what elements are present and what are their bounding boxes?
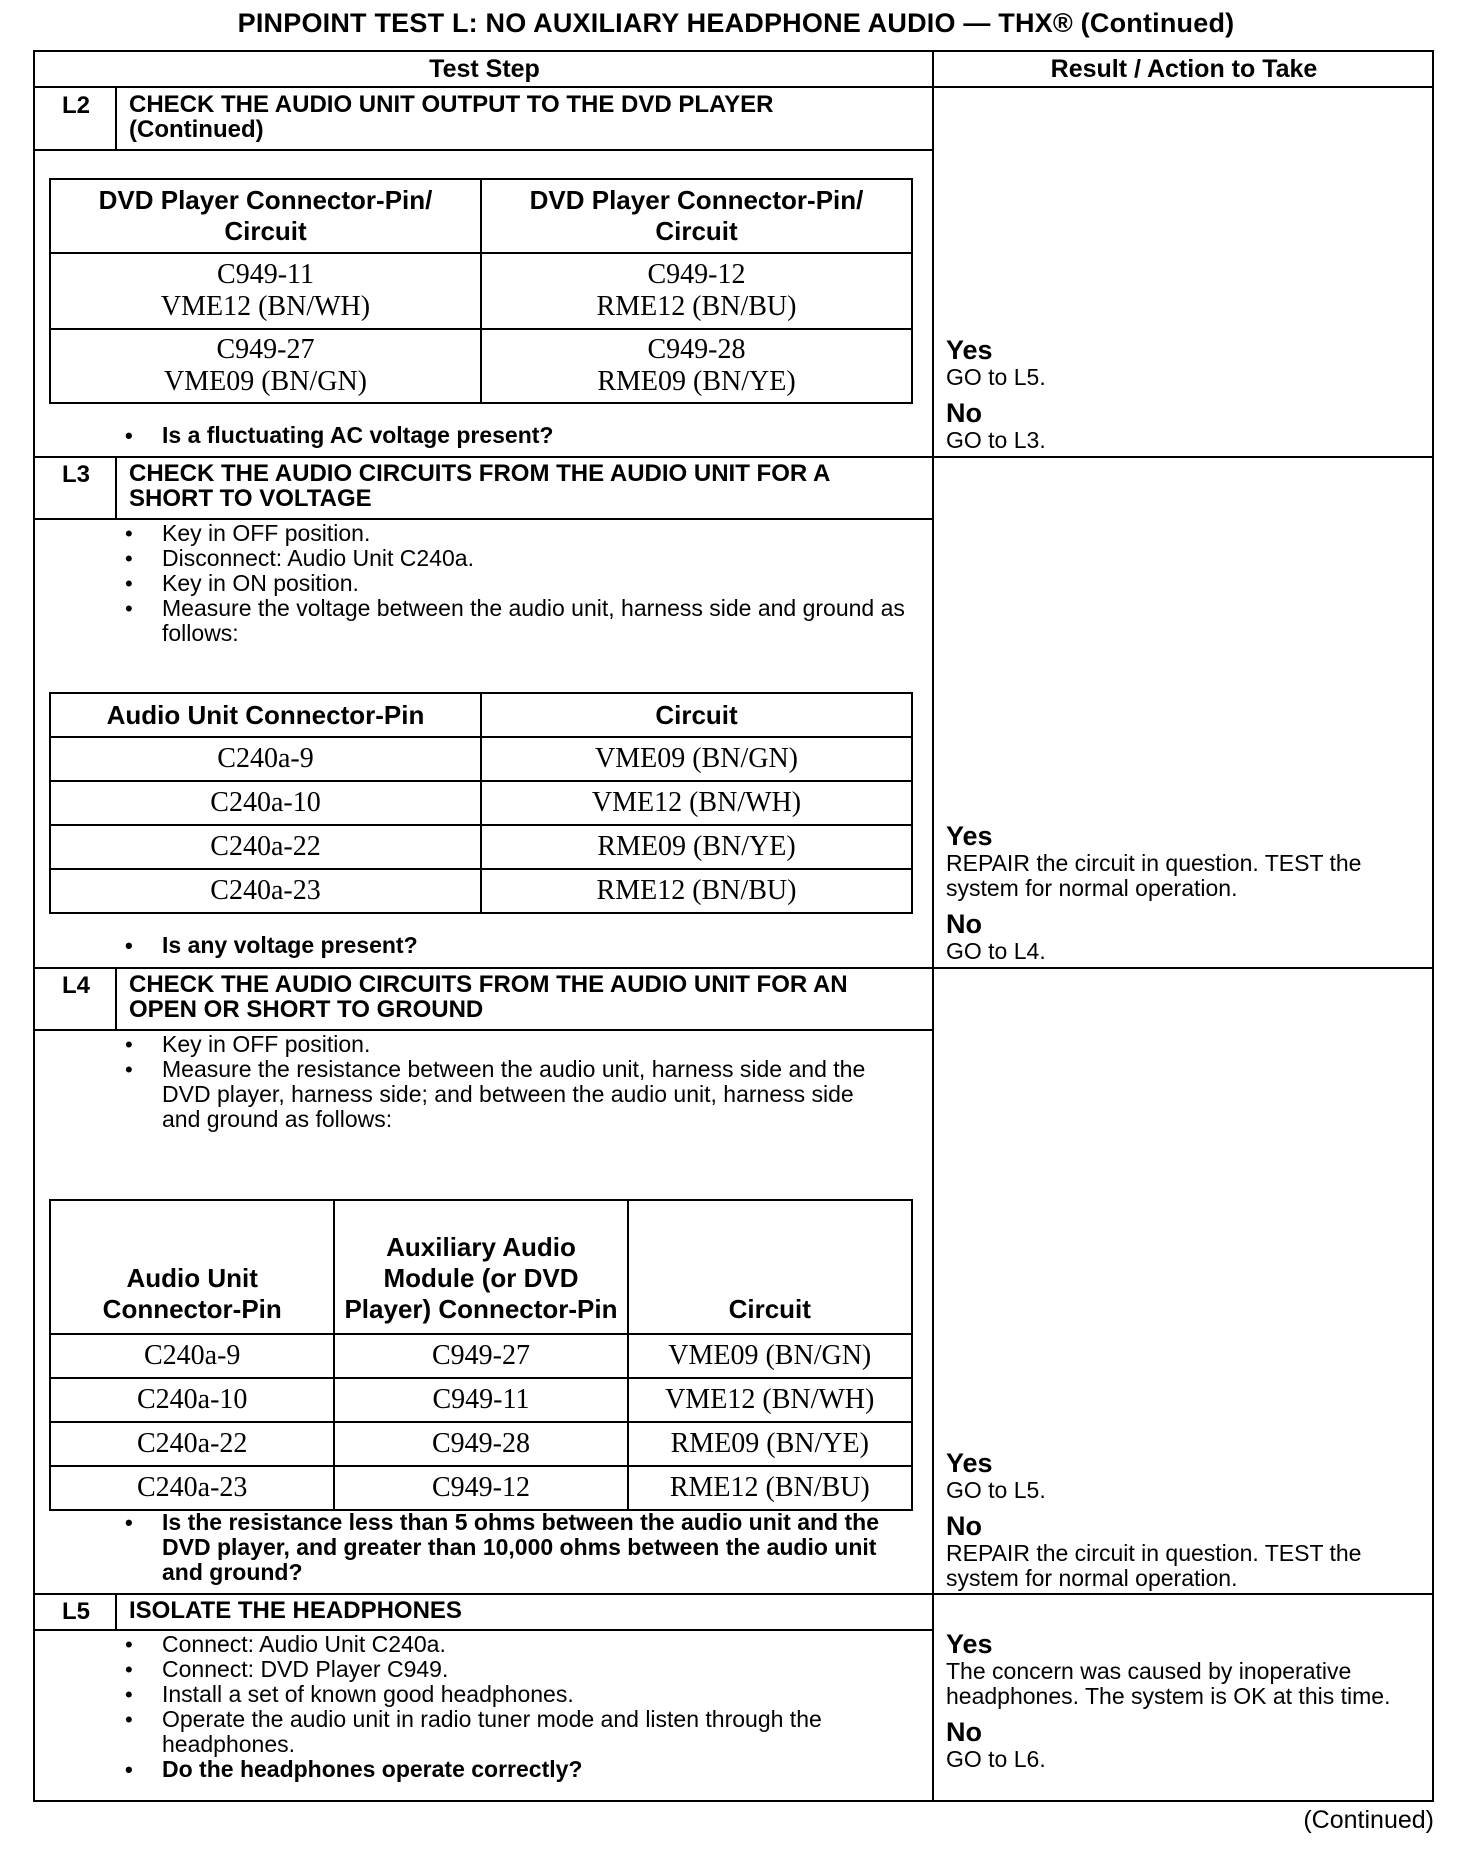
step-heading: CHECK THE AUDIO CIRCUITS FROM THE AUDIO UNIT FOR AN OPEN OR SHORT TO GROUND [129, 971, 848, 1023]
no-action: REPAIR the circuit in question. TEST the system for normal operation. [946, 1540, 1362, 1591]
step-l4 [35, 969, 934, 1593]
yes-action: GO to L5. [946, 364, 1046, 390]
yes-action: REPAIR the circuit in question. TEST the system for normal operation. [946, 850, 1362, 901]
instruction-item: • Measure the voltage between the audio unit, harness side and ground as follows: [125, 596, 915, 646]
table-cell: C949-11 [334, 1378, 627, 1422]
continued-label: (Continued) [1303, 1806, 1434, 1834]
no-action: GO to L3. [946, 427, 1046, 453]
table-cell: C949-12 RME12 (BN/BU) [481, 253, 912, 329]
table-cell: RME09 (BN/YE) [628, 1422, 912, 1466]
no-label: No [946, 909, 982, 939]
step-number: L4 [61, 972, 90, 999]
yes-label: Yes [946, 1629, 993, 1659]
no-label: No [946, 1511, 982, 1541]
question-item: • Is the resistance less than 5 ohms between the audio unit and the DVD player, and greater than 10,000 ohms between the audio unit and ground? [125, 1510, 915, 1585]
step-instructions [125, 1632, 915, 1782]
resistance-circuit-table [49, 1199, 913, 1511]
table-cell: C949-28 RME09 (BN/YE) [481, 329, 912, 403]
step-heading: CHECK THE AUDIO UNIT OUTPUT TO THE DVD PLAYER (Continued) [129, 91, 774, 143]
step-question [125, 423, 915, 448]
question-item: • Is a fluctuating AC voltage present? [125, 423, 915, 448]
step-question [125, 1510, 915, 1585]
table-cell: C949-28 [334, 1422, 627, 1466]
table-cell: C949-11 VME12 (BN/WH) [50, 253, 481, 329]
step-l5 [35, 1595, 934, 1800]
table-header: Circuit [481, 693, 912, 737]
dvd-connector-table [49, 178, 913, 404]
question-item: • Do the headphones operate correctly? [125, 1757, 915, 1782]
step-head-underline [35, 149, 934, 151]
step-l2 [35, 88, 934, 456]
table-cell: RME09 (BN/YE) [481, 825, 912, 869]
yes-action: GO to L5. [946, 1477, 1046, 1503]
header-test-step: Test Step [35, 52, 934, 88]
table-cell: VME09 (BN/GN) [481, 737, 912, 781]
table-cell: C240a-9 [50, 737, 481, 781]
table-header: Circuit [628, 1200, 912, 1334]
table-cell: C240a-10 [50, 781, 481, 825]
table-cell: C240a-22 [50, 825, 481, 869]
table-cell: RME12 (BN/BU) [481, 869, 912, 913]
result-l3 [946, 821, 1426, 972]
instruction-item: • Disconnect: Audio Unit C240a. [125, 546, 915, 571]
instruction-item: • Key in OFF position. [125, 521, 915, 546]
result-l5 [946, 1629, 1416, 1780]
instruction-item: • Key in ON position. [125, 571, 915, 596]
no-label: No [946, 1717, 982, 1747]
instruction-item: • Operate the audio unit in radio tuner mode and listen through the headphones. [125, 1707, 915, 1757]
table-cell: C949-12 [334, 1466, 627, 1510]
table-header: DVD Player Connector-Pin/ Circuit [481, 179, 912, 253]
yes-action: The concern was caused by inoperative headphones. The system is OK at this time. [946, 1658, 1391, 1709]
question-item: • Is any voltage present? [125, 933, 915, 958]
instruction-item: • Connect: DVD Player C949. [125, 1657, 915, 1682]
table-cell: C949-27 VME09 (BN/GN) [50, 329, 481, 403]
result-l4 [946, 1448, 1426, 1599]
instruction-item: • Connect: Audio Unit C240a. [125, 1632, 915, 1657]
table-cell: VME09 (BN/GN) [628, 1334, 912, 1378]
result-l2 [946, 335, 1416, 461]
yes-label: Yes [946, 335, 993, 365]
no-action: GO to L4. [946, 938, 1046, 964]
pinpoint-test-table [33, 50, 1434, 1802]
step-number: L3 [61, 461, 90, 488]
step-l3 [35, 458, 934, 967]
step-instructions [125, 1032, 885, 1132]
step-heading: ISOLATE THE HEADPHONES [129, 1597, 462, 1624]
no-label: No [946, 398, 982, 428]
table-header: Audio Unit Connector-Pin [50, 1200, 334, 1334]
yes-label: Yes [946, 821, 993, 851]
table-header: Auxiliary Audio Module (or DVD Player) Connector-Pin [334, 1200, 627, 1334]
no-action: GO to L6. [946, 1746, 1046, 1772]
header-result-action: Result / Action to Take [934, 52, 1434, 88]
yes-label: Yes [946, 1448, 993, 1478]
table-cell: VME12 (BN/WH) [481, 781, 912, 825]
table-cell: VME12 (BN/WH) [628, 1378, 912, 1422]
table-cell: C240a-23 [50, 869, 481, 913]
step-instructions [125, 521, 915, 646]
instruction-item: • Install a set of known good headphones. [125, 1682, 915, 1707]
table-cell: C949-27 [334, 1334, 627, 1378]
table-cell: C240a-23 [50, 1466, 334, 1510]
table-header: Audio Unit Connector-Pin [50, 693, 481, 737]
table-cell: C240a-10 [50, 1378, 334, 1422]
step-question [125, 933, 915, 958]
step-number: L5 [61, 1598, 90, 1625]
page-title: PINPOINT TEST L: NO AUXILIARY HEADPHONE AUDIO — THX® (Continued) [237, 8, 1235, 38]
step-heading: CHECK THE AUDIO CIRCUITS FROM THE AUDIO UNIT FOR A SHORT TO VOLTAGE [129, 460, 830, 512]
audio-unit-circuit-table [49, 692, 913, 914]
table-cell: RME12 (BN/BU) [628, 1466, 912, 1510]
instruction-item: • Measure the resistance between the audio unit, harness side and the DVD player, harness side; and between the audio unit, harness side and ground as follows: [125, 1057, 885, 1132]
table-cell: C240a-9 [50, 1334, 334, 1378]
step-number: L2 [61, 92, 90, 119]
table-header: DVD Player Connector-Pin/ Circuit [50, 179, 481, 253]
instruction-item: • Key in OFF position. [125, 1032, 885, 1057]
table-cell: C240a-22 [50, 1422, 334, 1466]
